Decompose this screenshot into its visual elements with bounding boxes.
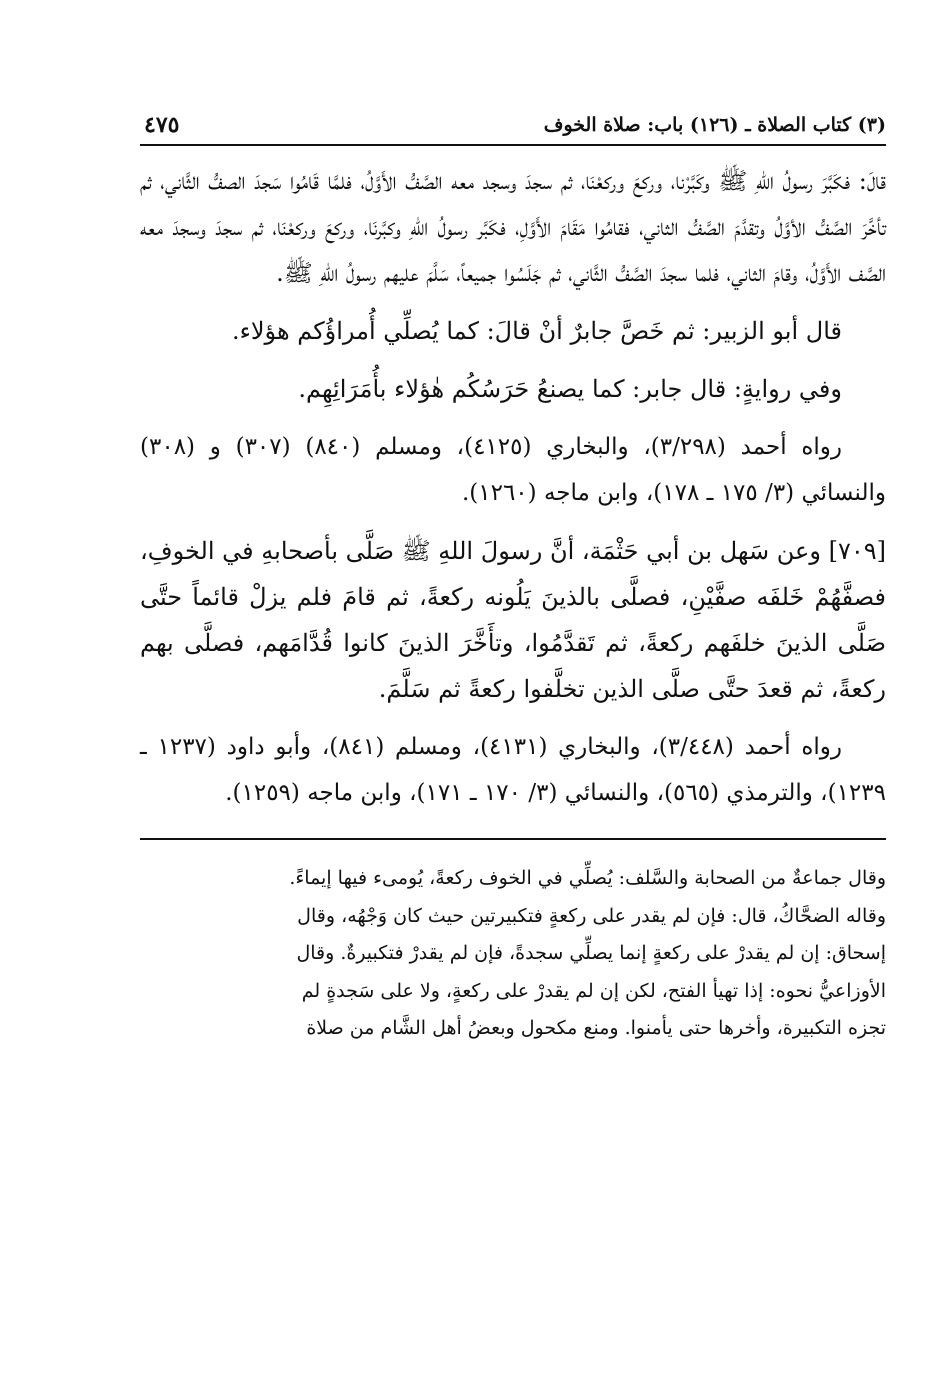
footnote-line: تجزه التكبيرة، وأخرها حتى يأمنوا. ومنع مكحول وبعضُ أهل الشَّام من صلاة: [306, 1017, 886, 1040]
hadith-continuation-paragraph: قالَ: فكَبَّرَ رسولُ اللهِ ﷺ وكَبَّرْنا، وركعَ وركعْنَا، ثم سجدَ وسجد معه الصَّفُّ الأَوَّلُ، فلمَّا قَامُوا سَجدَ الصفُّ الثَّاني، ثم تأخَّرَ الصَّفُّ الأوَّلُ وتقدَّمَ الصَّفُّ الثاني، فقامُوا مَقَامَ الأَوَّلِ، فكَبَّر رسولُ اللهِ وكبَّرنَا، وركعَ وركعْنَا، ثم سجدَ وسجدَ معه الصَّف الأَوَّلُ، وقامَ الثاني، فلما سجدَ الصَّفُّ الثَّاني، ثم جَلَسُوا جميعاً، سَلَّمَ عليهم رسولُ اللهِ ﷺ.: [140, 167, 886, 287]
footnotes: [140, 860, 886, 1048]
abu-zubair-paragraph: قال أبو الزبير: ثم خَصَّ جابرٌ أنْ قالَ: كما يُصلِّي أُمراؤُكم هؤلاء.: [231, 317, 842, 345]
page-header: [140, 110, 886, 146]
footnote-line: الأوزاعيُّ نحوه: إذا تهيأ الفتح، لكن إن لم يقدرْ على ركعةٍ، ولا على سَجدةٍ لم: [301, 979, 886, 1002]
source-citation-708: رواه أحمد (٣/٢٩٨)، والبخاري (٤١٢٥)، ومسلم (٨٤٠) (٣٠٧) و (٣٠٨) والنسائي (٣/ ١٧٥ ـ ١٧٨)، وابن ماجه (١٢٦٠).: [140, 434, 886, 506]
main-text: [140, 158, 886, 816]
source-citation-709: رواه أحمد (٣/٤٤٨)، والبخاري (٤١٣١)، ومسلم (٨٤١)، وأبو داود (١٢٣٧ ـ ١٢٣٩)، والترمذي (٥٦٥)، والنسائي (٣/ ١٧٠ ـ ١٧١)، وابن ماجه (١٢٥٩).: [140, 734, 886, 806]
footnote-line: وقاله الضحَّاكُ، قال: فإن لم يقدر على ركعةٍ فتكبيرتين حيث كان وَجْهُه، وقال: [297, 904, 886, 927]
document-page: [140, 110, 886, 1048]
footnote-line: إسحاق: إن لم يقدرْ على ركعةٍ إنما يصلِّي سجدةً، فإن لم يقدرْ فتكبيرةٌ. وقال: [296, 942, 886, 965]
jabir-narration-paragraph: وفي روايةٍ: قال جابر: كما يصنعُ حَرَسُكُم هٰؤلاء بأُمَرَائِهِم.: [298, 375, 842, 403]
hadith-709-paragraph: [٧٠٩] وعن سَهل بن أبي حَثْمَة، أنَّ رسولَ اللهِ ﷺ صَلَّى بأصحابهِ في الخوفِ، فصفَّهُمْ خَلفَه صفَّيْنِ، فصلَّى بالذينَ يَلُونه ركعةً، ثم قامَ فلم يزلْ قائماً حتَّى صَلَّى الذينَ خلفَهم ركعةً، ثم تَقدَّمُوا، وتأَخَّرَ الذينَ كانوا قُدَّامَهم، فصلَّى بهم ركعةً، ثم قعدَ حتَّى صلَّى الذين تخلَّفوا ركعةً ثم سَلَّمَ.: [140, 537, 887, 703]
footnote-divider: [140, 838, 886, 840]
footnote-line: وقال جماعةٌ من الصحابة والسَّلف: يُصلِّي في الخوف ركعةً، يُومىء فيها إيماءً.: [289, 867, 886, 889]
running-header-title: (٣) كتاب الصلاة ـ (١٢٦) باب: صلاة الخوف: [543, 114, 886, 136]
page-number: ٤٧٥: [144, 112, 180, 138]
